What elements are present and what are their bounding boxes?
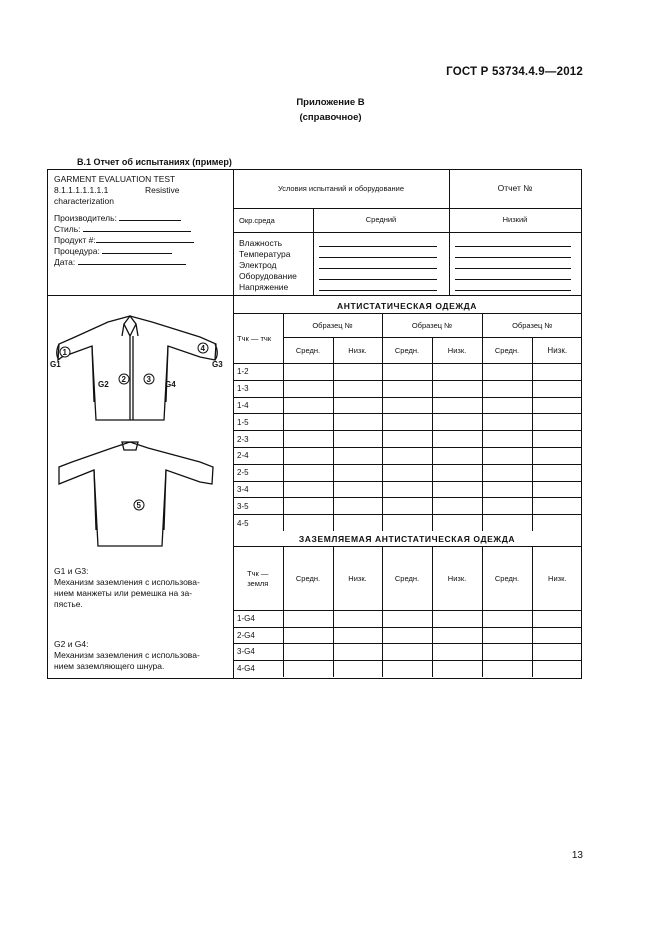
value-cell[interactable] xyxy=(382,644,432,661)
antistatic-sample-3: Образец № xyxy=(482,314,582,338)
row-label: 1-2 xyxy=(233,364,283,381)
field-style: Стиль: xyxy=(54,224,191,235)
antistatic-sample-1: Образец № xyxy=(283,314,382,338)
table-row xyxy=(233,515,582,532)
value-cell[interactable] xyxy=(482,447,532,464)
value-cell[interactable] xyxy=(283,447,333,464)
table-row xyxy=(233,431,582,448)
point-3-label: 3 xyxy=(146,375,151,384)
value-cell[interactable] xyxy=(333,464,382,481)
grounded-rows xyxy=(233,611,582,677)
standard-header: ГОСТ Р 53734.4.9—2012 xyxy=(446,66,583,78)
annex-title: Приложение В xyxy=(296,97,365,108)
value-cell[interactable] xyxy=(382,611,432,628)
grounded-sub-mid: Средн. xyxy=(482,547,532,611)
value-cell[interactable] xyxy=(532,414,582,431)
point-2-label: 2 xyxy=(121,375,126,384)
value-cell[interactable] xyxy=(283,380,333,397)
value-cell[interactable] xyxy=(482,611,532,628)
antistatic-sub-mid: Средн. xyxy=(283,338,333,364)
value-cell[interactable] xyxy=(432,611,482,628)
annex-heading xyxy=(0,95,661,125)
antistatic-table xyxy=(233,313,582,531)
value-cell[interactable] xyxy=(283,364,333,381)
grounded-sub-low: Низк. xyxy=(532,547,582,611)
value-cell[interactable] xyxy=(482,644,532,661)
value-cell[interactable] xyxy=(532,397,582,414)
value-cell[interactable] xyxy=(532,464,582,481)
value-cell[interactable] xyxy=(333,364,382,381)
value-cell[interactable] xyxy=(532,431,582,448)
value-cell[interactable] xyxy=(283,515,333,532)
value-cell[interactable] xyxy=(432,364,482,381)
value-cell[interactable] xyxy=(333,447,382,464)
point-5-label: 5 xyxy=(136,501,141,510)
table-row xyxy=(233,464,582,481)
table-row xyxy=(233,364,582,381)
antistatic-rows xyxy=(233,364,582,532)
param-electrode: Электрод xyxy=(239,260,277,270)
note-g2-g4-line2: нием заземляющего шнура. xyxy=(54,661,165,671)
grounded-table xyxy=(233,546,582,677)
table-row xyxy=(233,481,582,498)
value-cell[interactable] xyxy=(532,515,582,532)
value-cell[interactable] xyxy=(432,380,482,397)
value-cell[interactable] xyxy=(482,498,532,515)
table-row xyxy=(233,447,582,464)
row-label: 2-4 xyxy=(233,447,283,464)
test-kind-2: characterization xyxy=(54,196,115,206)
value-cell[interactable] xyxy=(333,660,382,677)
value-cell[interactable] xyxy=(382,627,432,644)
g2-label: G2 xyxy=(98,380,109,389)
value-cell[interactable] xyxy=(283,611,333,628)
value-cell[interactable] xyxy=(333,515,382,532)
value-cell[interactable] xyxy=(283,644,333,661)
field-date: Дата: xyxy=(54,257,186,268)
row-label: 1-G4 xyxy=(233,611,283,628)
env-medium: Средний xyxy=(365,215,397,224)
value-cell[interactable] xyxy=(382,515,432,532)
value-cell[interactable] xyxy=(382,447,432,464)
row-label: 4-G4 xyxy=(233,660,283,677)
value-cell[interactable] xyxy=(482,380,532,397)
value-cell[interactable] xyxy=(382,481,432,498)
table-row xyxy=(233,397,582,414)
table-row xyxy=(233,380,582,397)
value-cell[interactable] xyxy=(482,431,532,448)
grounded-col-label: Тчк — земля xyxy=(233,547,283,611)
antistatic-sub-low: Низк. xyxy=(432,338,482,364)
value-cell[interactable] xyxy=(482,660,532,677)
garment-figure xyxy=(50,302,230,552)
value-cell[interactable] xyxy=(432,644,482,661)
param-humidity: Влажность xyxy=(239,238,283,248)
table-row xyxy=(233,414,582,431)
value-cell[interactable] xyxy=(283,414,333,431)
row-label: 3-4 xyxy=(233,481,283,498)
value-cell[interactable] xyxy=(333,481,382,498)
value-cell[interactable] xyxy=(432,464,482,481)
value-cell[interactable] xyxy=(532,644,582,661)
environment-label: Окр.среда xyxy=(239,216,275,225)
param-equipment: Оборудование xyxy=(239,271,297,281)
value-cell[interactable] xyxy=(283,481,333,498)
value-cell[interactable] xyxy=(283,464,333,481)
antistatic-sample-2: Образец № xyxy=(382,314,482,338)
field-procedure: Процедура: xyxy=(54,246,172,257)
g1-label: G1 xyxy=(50,360,61,369)
antistatic-title: АНТИСТАТИЧЕСКАЯ ОДЕЖДА xyxy=(336,301,478,311)
value-cell[interactable] xyxy=(482,397,532,414)
value-cell[interactable] xyxy=(532,660,582,677)
row-label: 3-5 xyxy=(233,498,283,515)
antistatic-sub-low: Низк. xyxy=(532,338,582,364)
row-label: 2-5 xyxy=(233,464,283,481)
table-row xyxy=(233,644,582,661)
row-label: 1-3 xyxy=(233,380,283,397)
value-cell[interactable] xyxy=(333,644,382,661)
divider-top xyxy=(48,295,581,296)
antistatic-sub-mid: Средн. xyxy=(482,338,532,364)
value-cell[interactable] xyxy=(532,481,582,498)
param-temperature: Температура xyxy=(239,249,291,259)
value-cell[interactable] xyxy=(532,627,582,644)
table-row xyxy=(233,660,582,677)
value-cell[interactable] xyxy=(432,660,482,677)
value-cell[interactable] xyxy=(532,364,582,381)
value-cell[interactable] xyxy=(382,414,432,431)
value-cell[interactable] xyxy=(333,380,382,397)
note-g1-g3-line2: нием манжеты или ремешка на за- xyxy=(54,588,193,598)
field-product: Продукт #: xyxy=(54,235,194,246)
note-g1-g3-line1: Механизм заземления с использова- xyxy=(54,577,200,587)
report-number: Отчет № xyxy=(497,183,533,193)
value-cell[interactable] xyxy=(482,464,532,481)
note-g1-g3-title: G1 и G3: xyxy=(54,566,89,576)
note-g1-g3-line3: пястье. xyxy=(54,599,83,609)
value-cell[interactable] xyxy=(283,431,333,448)
env-low: Низкий xyxy=(502,215,528,224)
value-cell[interactable] xyxy=(482,414,532,431)
value-cell[interactable] xyxy=(283,627,333,644)
value-cell[interactable] xyxy=(382,397,432,414)
value-cell[interactable] xyxy=(382,431,432,448)
report-form xyxy=(47,169,582,679)
value-cell[interactable] xyxy=(432,397,482,414)
antistatic-col-label: Тчк — тчк xyxy=(233,314,283,364)
value-cell[interactable] xyxy=(532,611,582,628)
conditions-title: Условия испытаний и оборудование xyxy=(277,184,405,193)
value-cell[interactable] xyxy=(482,627,532,644)
test-kind: Resistive xyxy=(145,185,180,195)
param-voltage: Напряжение xyxy=(239,282,289,292)
value-cell[interactable] xyxy=(382,660,432,677)
row-label: 4-5 xyxy=(233,515,283,532)
value-cell[interactable] xyxy=(382,380,432,397)
value-cell[interactable] xyxy=(532,498,582,515)
value-cell[interactable] xyxy=(432,414,482,431)
row-label: 2-G4 xyxy=(233,627,283,644)
table-row xyxy=(233,498,582,515)
value-cell[interactable] xyxy=(382,364,432,381)
value-cell[interactable] xyxy=(283,660,333,677)
row-label: 2-3 xyxy=(233,431,283,448)
row-label: 1-4 xyxy=(233,397,283,414)
note-g2-g4-title: G2 и G4: xyxy=(54,639,89,649)
page-number: 13 xyxy=(571,850,583,861)
grounded-title: ЗАЗЕМЛЯЕМАЯ АНТИСТАТИЧЕСКАЯ ОДЕЖДА xyxy=(298,534,516,544)
value-cell[interactable] xyxy=(482,364,532,381)
value-cell[interactable] xyxy=(482,481,532,498)
value-cell[interactable] xyxy=(432,627,482,644)
value-cell[interactable] xyxy=(283,498,333,515)
value-cell[interactable] xyxy=(432,498,482,515)
value-cell[interactable] xyxy=(532,380,582,397)
point-1-label: 1 xyxy=(62,348,67,357)
test-title: GARMENT EVALUATION TEST xyxy=(54,174,176,184)
value-cell[interactable] xyxy=(482,515,532,532)
antistatic-sub-mid: Средн. xyxy=(382,338,432,364)
value-cell[interactable] xyxy=(382,464,432,481)
value-cell[interactable] xyxy=(333,627,382,644)
grounded-sub-low: Низк. xyxy=(333,547,382,611)
row-label: 3-G4 xyxy=(233,644,283,661)
grounded-sub-low: Низк. xyxy=(432,547,482,611)
value-cell[interactable] xyxy=(333,414,382,431)
g3-label: G3 xyxy=(212,360,223,369)
value-cell[interactable] xyxy=(333,431,382,448)
table-row xyxy=(233,627,582,644)
grounded-sub-mid: Средн. xyxy=(382,547,432,611)
test-code: 8.1.1.1.1.1.1.1 xyxy=(54,185,109,195)
value-cell[interactable] xyxy=(432,515,482,532)
value-cell[interactable] xyxy=(333,611,382,628)
value-cell[interactable] xyxy=(432,447,482,464)
value-cell[interactable] xyxy=(283,397,333,414)
note-g2-g4-line1: Механизм заземления с использова- xyxy=(54,650,200,660)
value-cell[interactable] xyxy=(333,498,382,515)
antistatic-sub-low: Низк. xyxy=(333,338,382,364)
field-manufacturer: Производитель: xyxy=(54,213,181,224)
value-cell[interactable] xyxy=(333,397,382,414)
point-4-label: 4 xyxy=(200,344,205,353)
value-cell[interactable] xyxy=(432,481,482,498)
g4-label: G4 xyxy=(165,380,176,389)
value-cell[interactable] xyxy=(382,498,432,515)
grounded-sub-mid: Средн. xyxy=(283,547,333,611)
table-row xyxy=(233,611,582,628)
value-cell[interactable] xyxy=(532,447,582,464)
annex-subtitle: (справочное) xyxy=(299,112,362,123)
row-label: 1-5 xyxy=(233,414,283,431)
section-title: В.1 Отчет об испытаниях (пример) xyxy=(77,157,232,167)
value-cell[interactable] xyxy=(432,431,482,448)
